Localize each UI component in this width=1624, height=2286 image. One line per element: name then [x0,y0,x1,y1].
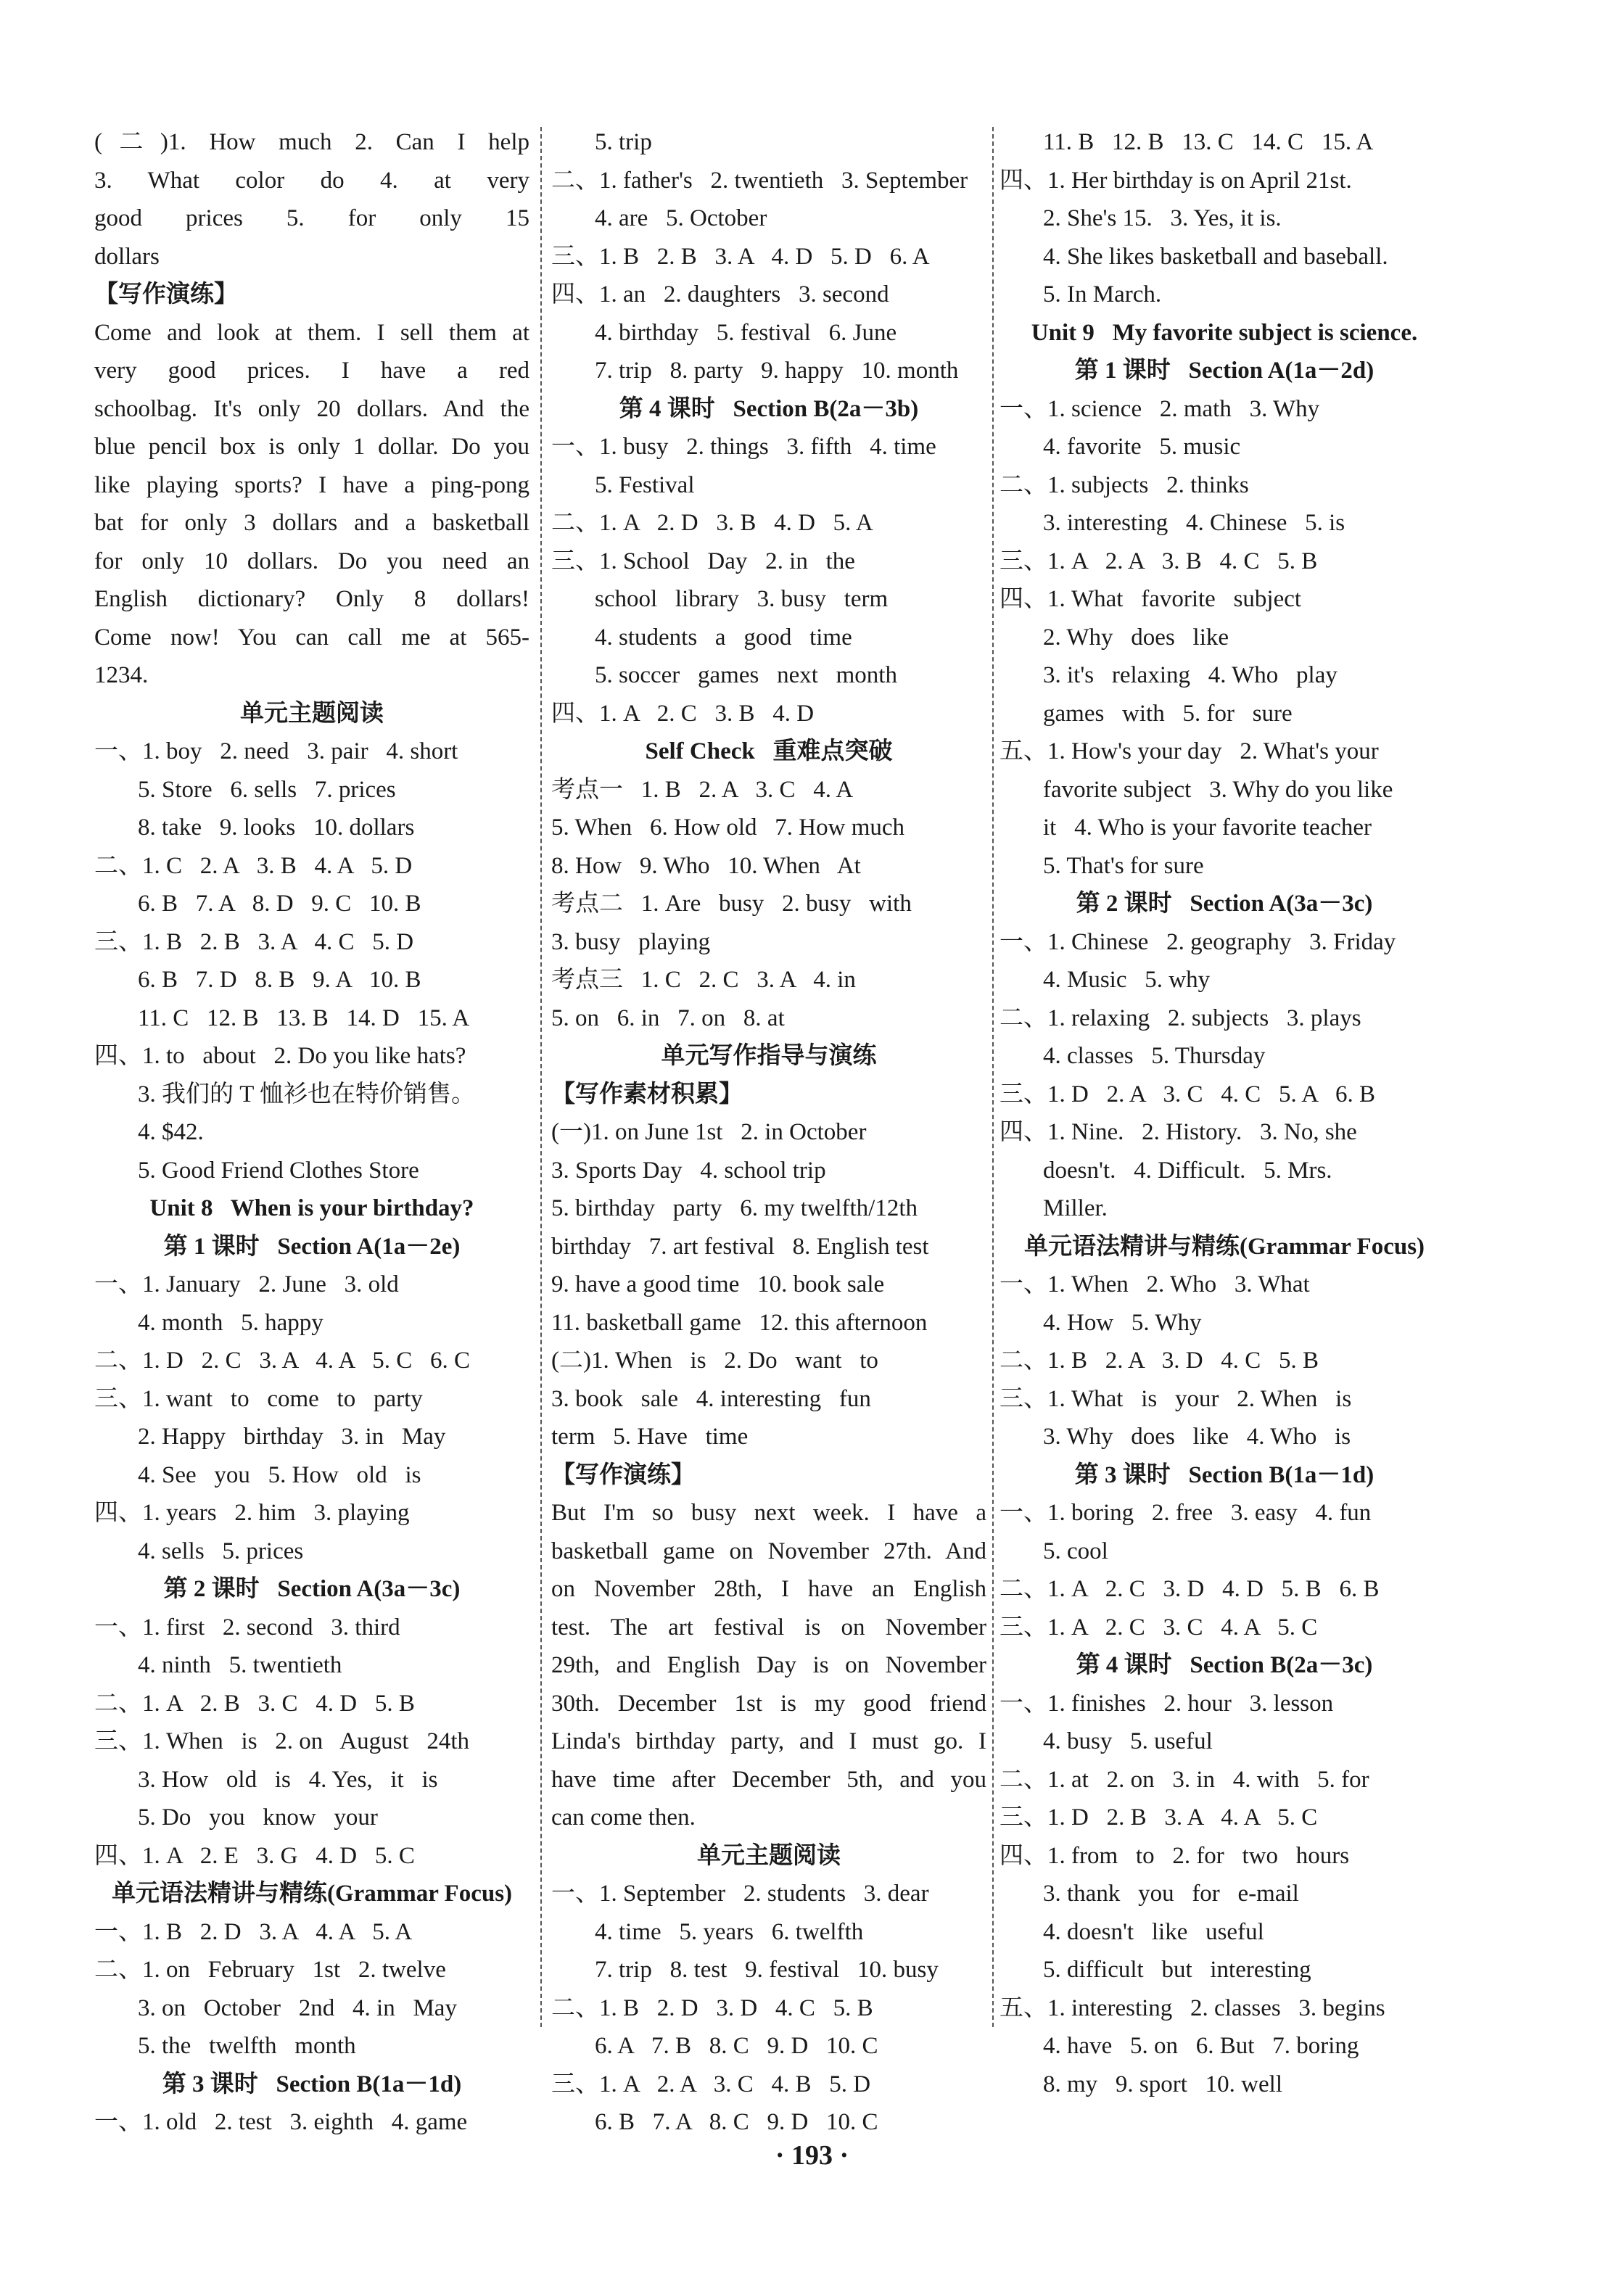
answer-line: 一、1. finishes 2. hour 3. lesson [999,1690,1334,1717]
answer-line: 4. $42. [138,1119,204,1145]
answer-line: Miller. [1043,1195,1108,1221]
answer-line: 7. trip 8. party 9. happy 10. month [595,358,959,384]
answer-line: English dictionary? Only 8 dollars! [94,586,529,612]
answer-line: 1234. [94,662,149,688]
section-heading: Unit 9 My favorite subject is science. [1031,319,1418,346]
answer-line: 5. on 6. in 7. on 8. at [551,1004,785,1031]
answer-line: 6. B 7. A 8. D 9. C 10. B [138,891,421,917]
answer-line: 二、1. B 2. A 3. D 4. C 5. B [999,1348,1319,1374]
answer-line: 四、1. Nine. 2. History. 3. No, she [999,1119,1357,1145]
answer-line: 3. book sale 4. interesting fun [551,1385,871,1412]
answer-line: 三、1. D 2. B 3. A 4. A 5. C [999,1804,1318,1831]
answer-line: 三、1. A 2. A 3. B 4. C 5. B [999,548,1318,574]
answer-line: 4. are 5. October [595,205,767,231]
answer-line: 一、1. September 2. students 3. dear [551,1881,929,1907]
answer-line: 6. B 7. D 8. B 9. A 10. B [138,967,421,993]
answer-line: birthday 7. art festival 8. English test [551,1233,929,1260]
answer-line: 一、1. Chinese 2. geography 3. Friday [999,928,1396,955]
answer-line: 4. students a good time [595,624,852,651]
section-heading: 第 2 课时 Section A(3a－3c) [163,1576,461,1602]
answer-line: 5. Good Friend Clothes Store [138,1157,419,1184]
answer-line: 6. A 7. B 8. C 9. D 10. C [595,2033,878,2059]
answer-line: 5. soccer games next month [595,662,897,688]
answer-line: 4. time 5. years 6. twelfth [595,1918,864,1945]
answer-line: 二、1. A 2. D 3. B 4. D 5. A [551,510,873,536]
answer-line: bat for only 3 dollars and a basketball [94,510,529,536]
answer-line: 二、1. D 2. C 3. A 4. A 5. C 6. C [94,1348,470,1374]
answer-line: 四、1. to about 2. Do you like hats? [94,1043,466,1069]
answer-line: 3. thank you for e-mail [1043,1881,1299,1907]
answer-line: 一、1. science 2. math 3. Why [999,395,1320,422]
section-heading: 第 3 课时 Section B(1a－1d) [1074,1461,1374,1488]
answer-line: 二、1. relaxing 2. subjects 3. plays [999,1004,1361,1031]
answer-line: 4. sells 5. prices [138,1538,304,1564]
answer-line: 8. my 9. sport 10. well [1043,2071,1282,2097]
answer-line: 3. What color do 4. at very [94,167,529,194]
answer-line: 4. ninth 5. twentieth [138,1652,342,1678]
answer-line: 四、1. A 2. E 3. G 4. D 5. C [94,1842,415,1869]
answer-line: 11. B 12. B 13. C 14. C 15. A [1043,129,1374,155]
answer-line: 4. Music 5. why [1043,967,1211,993]
answer-line: can come then. [551,1804,696,1831]
column-middle [551,123,986,2142]
answer-line: 四、1. Her birthday is on April 21st. [999,167,1352,194]
answer-line: 4. How 5. Why [1043,1309,1202,1336]
answer-line: 5. the twelfth month [138,2033,356,2059]
section-heading: Self Check 重难点突破 [645,738,893,764]
answer-line: 7. trip 8. test 9. festival 10. busy [595,1957,939,1983]
answer-line: 【写作演练】 [94,281,238,308]
section-heading: 第 3 课时 Section B(1a－1d) [162,2071,462,2097]
answer-line: 二、1. C 2. A 3. B 4. A 5. D [94,852,413,879]
column-right [999,123,1449,2103]
answer-line: 三、1. What is your 2. When is [999,1385,1352,1412]
answer-line: 30th. December 1st is my good friend [551,1690,986,1717]
answer-line: 3. 我们的 T 恤衫也在特价销售。 [138,1081,476,1107]
answer-line: 三、1. When is 2. on August 24th [94,1728,469,1754]
answer-line: 29th, and English Day is on November [551,1652,986,1678]
answer-line: 三、1. School Day 2. in the [551,548,855,574]
section-heading: 单元主题阅读 [240,700,384,727]
answer-line: 5. birthday party 6. my twelfth/12th [551,1195,918,1221]
answer-line: 3. How old is 4. Yes, it is [138,1766,438,1793]
answer-line: 9. have a good time 10. book sale [551,1271,885,1297]
answer-line: blue pencil box is only 1 dollar. Do you [94,434,529,460]
answer-line: 5. That's for sure [1043,852,1204,879]
answer-line: (一)1. on June 1st 2. in October [551,1119,867,1145]
answer-line: 四、1. years 2. him 3. playing [94,1500,410,1526]
answer-line: test. The art festival is on November [551,1614,986,1641]
answer-line: Linda's birthday party, and I must go. I [551,1728,986,1754]
answer-line: on November 28th, I have an English [551,1576,986,1602]
answer-line: have time after December 5th, and you [551,1766,986,1793]
answer-line: But I'm so busy next week. I have a [551,1500,986,1526]
answer-line: 二、1. at 2. on 3. in 4. with 5. for [999,1766,1369,1793]
answer-line: 3. busy playing [551,928,711,955]
answer-line: dollars [94,243,160,270]
answer-line: 二、1. A 2. C 3. D 4. D 5. B 6. B [999,1576,1380,1602]
answer-line: 一、1. boring 2. free 3. easy 4. fun [999,1500,1372,1526]
answer-line: 考点二 1. Are busy 2. busy with [551,891,912,917]
answer-line: 4. See you 5. How old is [138,1461,421,1488]
answer-line: for only 10 dollars. Do you need an [94,548,529,574]
answer-line: 三、1. D 2. A 3. C 4. C 5. A 6. B [999,1081,1375,1107]
answer-line: 5. Do you know your [138,1804,378,1831]
answer-line: 5. difficult but interesting [1043,1957,1311,1983]
answer-line: 【写作演练】 [551,1461,695,1488]
answer-line: 4. busy 5. useful [1043,1728,1213,1754]
answer-line: 考点一 1. B 2. A 3. C 4. A [551,776,854,803]
answer-line: 11. basketball game 12. this afternoon [551,1309,928,1336]
column-left [94,123,529,2142]
answer-line: 4. She likes basketball and baseball. [1043,243,1388,270]
answer-line: 2. She's 15. 3. Yes, it is. [1043,205,1282,231]
answer-line: Come now! You can call me at 565- [94,624,529,651]
answer-line: 三、1. B 2. B 3. A 4. C 5. D [94,928,414,955]
answer-line: games with 5. for sure [1043,700,1293,727]
answer-line: 三、1. A 2. A 3. C 4. B 5. D [551,2071,871,2097]
answer-line: Come and look at them. I sell them at [94,319,529,346]
column-divider [540,127,542,2027]
answer-line: 8. take 9. looks 10. dollars [138,814,415,841]
answer-line: 3. it's relaxing 4. Who play [1043,662,1337,688]
answer-line: 四、1. an 2. daughters 3. second [551,281,889,308]
section-heading: 第 1 课时 Section A(1a－2d) [1074,358,1374,384]
answer-line: it 4. Who is your favorite teacher [1043,814,1372,841]
answer-line: 4. favorite 5. music [1043,434,1241,460]
answer-line: 5. In March. [1043,281,1162,308]
answer-line: 二、1. subjects 2. thinks [999,471,1249,498]
answer-line: 4. birthday 5. festival 6. June [595,319,897,346]
page-number: · 193 · [775,2140,849,2171]
section-heading: 单元语法精讲与精练(Grammar Focus) [1023,1233,1425,1260]
section-heading: 单元写作指导与演练 [661,1043,877,1069]
section-heading: 第 4 课时 Section B(2a－3b) [619,395,919,422]
answer-line: 四、1. A 2. C 3. B 4. D [551,700,815,727]
section-heading: 第 4 课时 Section B(2a－3c) [1076,1652,1373,1678]
answer-line: 一、1. January 2. June 3. old [94,1271,399,1297]
answer-line: school library 3. busy term [595,586,889,612]
answer-line: 二、1. father's 2. twentieth 3. September [551,167,968,194]
answer-line: 5. cool [1043,1538,1108,1564]
answer-line: 4. month 5. happy [138,1309,323,1336]
answer-line: 一、1. When 2. Who 3. What [999,1271,1310,1297]
column-divider [992,127,994,2027]
answer-line: doesn't. 4. Difficult. 5. Mrs. [1043,1157,1332,1184]
section-heading: 单元语法精讲与精练(Grammar Focus) [111,1881,513,1907]
answer-line: term 5. Have time [551,1424,749,1450]
answer-line: 3. on October 2nd 4. in May [138,1994,457,2021]
answer-line: 5. trip [595,129,652,155]
answer-line: 2. Happy birthday 3. in May [138,1424,446,1450]
answer-line: 6. B 7. A 8. C 9. D 10. C [595,2109,878,2135]
answer-line: 一、1. first 2. second 3. third [94,1614,400,1641]
answer-line: 8. How 9. Who 10. When At [551,852,861,879]
answer-line: 一、1. busy 2. things 3. fifth 4. time [551,434,936,460]
answer-line: 【写作素材积累】 [551,1081,743,1107]
section-heading: 单元主题阅读 [697,1842,841,1869]
answer-line: 一、1. boy 2. need 3. pair 4. short [94,738,458,764]
section-heading: 第 2 课时 Section A(3a－3c) [1076,891,1373,917]
answer-line: 二、1. A 2. B 3. C 4. D 5. B [94,1690,415,1717]
answer-line: 5. When 6. How old 7. How much [551,814,905,841]
answer-line: 5. Store 6. sells 7. prices [138,776,396,803]
section-heading: Unit 8 When is your birthday? [149,1195,474,1221]
answer-line: 二、1. B 2. D 3. D 4. C 5. B [551,1994,873,2021]
answer-line: 3. interesting 4. Chinese 5. is [1043,510,1345,536]
answer-line: 3. Sports Day 4. school trip [551,1157,826,1184]
answer-line: 2. Why does like [1043,624,1229,651]
section-heading: 第 1 课时 Section A(1a－2e) [163,1233,461,1260]
answer-line: good prices 5. for only 15 [94,205,529,231]
answer-line: 四、1. from to 2. for two hours [999,1842,1350,1869]
answer-line: 5. Festival [595,471,695,498]
answer-line: 4. have 5. on 6. But 7. boring [1043,2033,1359,2059]
answer-line: 三、1. A 2. C 3. C 4. A 5. C [999,1614,1318,1641]
answer-line: (二)1. How much 2. Can I help [94,129,529,155]
answer-line: schoolbag. It's only 20 dollars. And the [94,395,529,422]
answer-line: (二)1. When is 2. Do want to [551,1348,878,1374]
answer-line: 二、1. on February 1st 2. twelve [94,1957,446,1983]
answer-line: 3. Why does like 4. Who is [1043,1424,1351,1450]
answer-line: 四、1. What favorite subject [999,586,1302,612]
answer-line: favorite subject 3. Why do you like [1043,776,1393,803]
answer-line: like playing sports? I have a ping-pong [94,471,529,498]
answer-line: 一、1. B 2. D 3. A 4. A 5. A [94,1918,413,1945]
answer-line: 考点三 1. C 2. C 3. A 4. in [551,967,856,993]
answer-line: 三、1. want to come to party [94,1385,423,1412]
answer-line: basketball game on November 27th. And [551,1538,986,1564]
answer-line: 一、1. old 2. test 3. eighth 4. game [94,2109,468,2135]
answer-line: 4. doesn't like useful [1043,1918,1264,1945]
answer-line: 11. C 12. B 13. B 14. D 15. A [138,1004,470,1031]
answer-line: very good prices. I have a red [94,358,529,384]
answer-line: 三、1. B 2. B 3. A 4. D 5. D 6. A [551,243,930,270]
answer-line: 4. classes 5. Thursday [1043,1043,1266,1069]
answer-line: 五、1. How's your day 2. What's your [999,738,1379,764]
answer-line: 五、1. interesting 2. classes 3. begins [999,1994,1385,2021]
